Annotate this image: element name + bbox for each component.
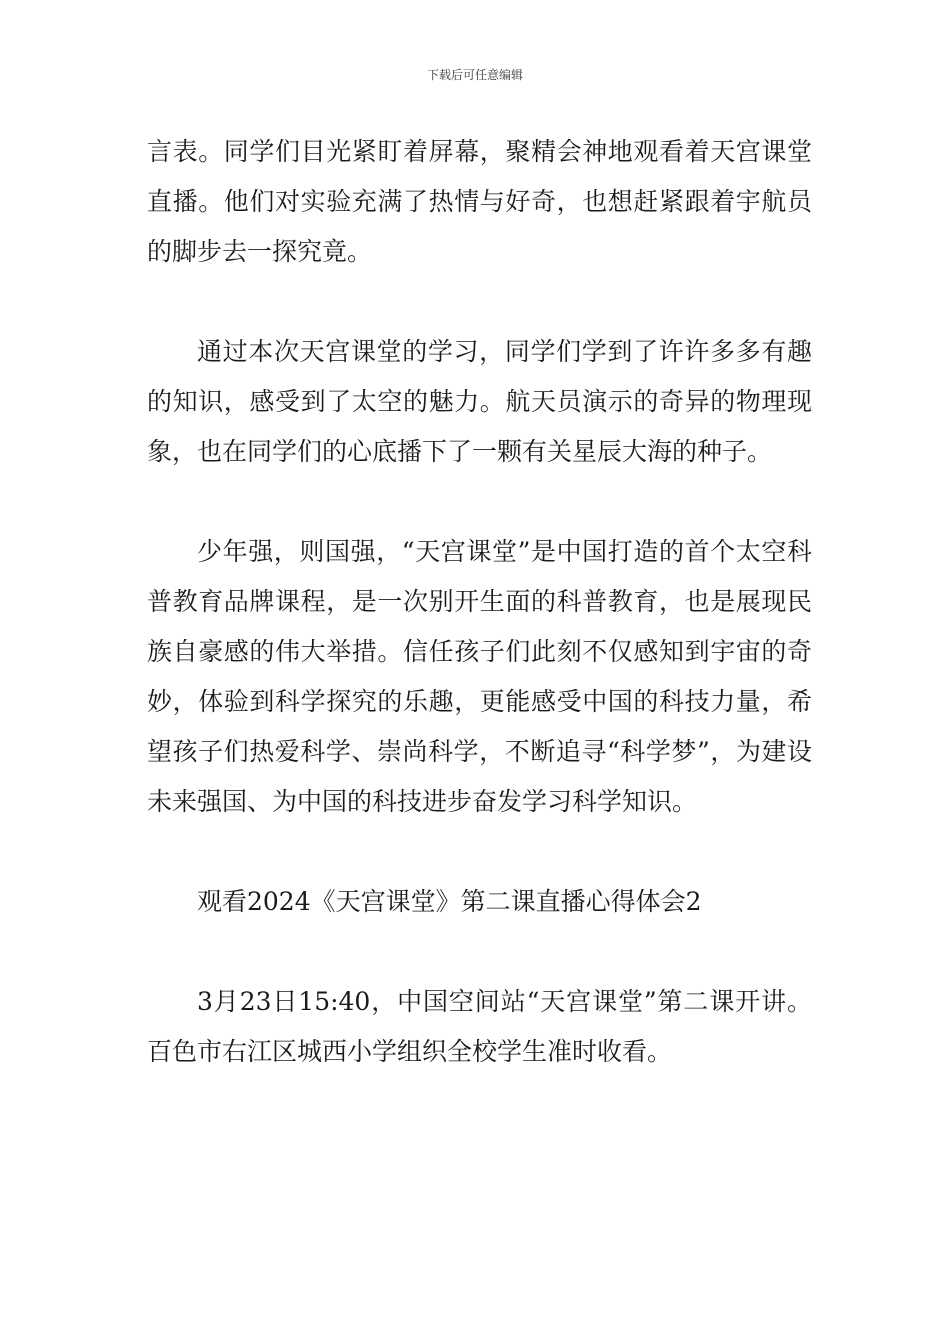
paragraph-learning: 通过本次天宫课堂的学习，同学们学到了许许多多有趣的知识，感受到了太空的魅力。航天员演示的奇异的物理现象，也在同学们的心底播下了一颗有关星辰大海的种子。 <box>147 337 812 466</box>
paragraph-continuation: 言表。同学们目光紧盯着屏幕，聚精会神地观看着天宫课堂直播。他们对实验充满了热情与好奇，也想赶紧跟着宇航员的脚步去一探究竟。 <box>147 137 812 266</box>
section-heading: 观看2024《天宫课堂》第二课直播心得体会2 <box>197 887 702 916</box>
paragraph-youth-strong: 少年强，则国强，“天宫课堂”是中国打造的首个太空科普教育品牌课程，是一次别开生面的科普教育，也是展现民族自豪感的伟大举措。信任孩子们此刻不仅感知到宇宙的奇妙，体验到科学探究的乐趣，更能感受中国的科技力量，希望孩子们热爱科学、崇尚科学，不断追寻“科学梦”，为建设未来强国、为中国的科技进步奋发学习科学知识。 <box>147 537 812 816</box>
header-note: 下载后可任意编辑 <box>426 68 523 82</box>
paragraph-spacer <box>147 927 812 977</box>
document-body <box>147 127 812 1077</box>
paragraph-spacer <box>147 477 812 527</box>
paragraph-spacer <box>147 827 812 877</box>
paragraph-spacer <box>147 277 812 327</box>
paragraph-lecture-start: 3月23日15:40，中国空间站“天宫课堂”第二课开讲。百色市右江区城西小学组织全校学生准时收看。 <box>147 987 812 1066</box>
